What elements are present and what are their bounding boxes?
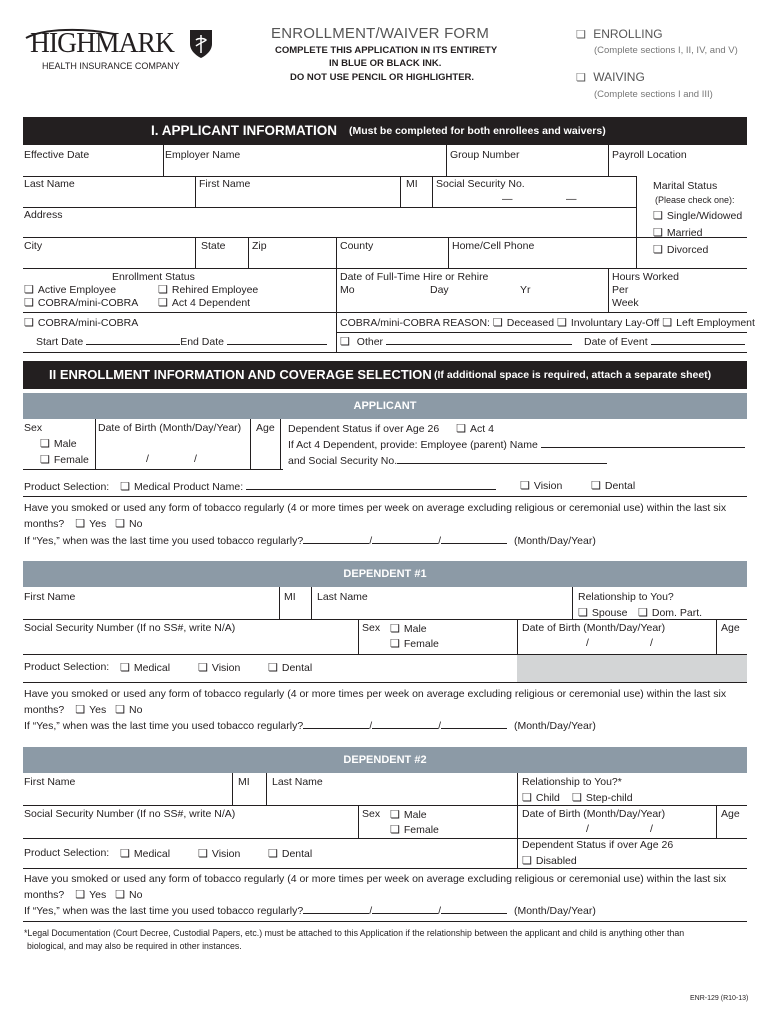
dep1-sex-label: Sex <box>362 622 381 634</box>
section2-note: (If additional space is required, attach a separate sheet) <box>434 369 712 381</box>
single-widowed-checkbox[interactable]: ❏ Single/Widowed <box>653 209 742 222</box>
dep1-dental-checkbox[interactable]: ❏ Dental <box>268 661 312 674</box>
applicant-tobacco-question: Have you smoked or used any form of tobacco regularly (4 or more times per week on average excluding religious or ceremonial use) within the last six <box>24 502 727 514</box>
dep2-tobacco-no-checkbox[interactable]: ❏ No <box>115 889 142 901</box>
instruction-line-2: IN BLUE OR BLACK INK. <box>329 58 442 69</box>
enrolling-note: (Complete sections I, II, IV, and V) <box>594 45 738 56</box>
dep2-relationship-label: Relationship to You?* <box>522 776 622 788</box>
instruction-line-1: COMPLETE THIS APPLICATION IN ITS ENTIRETY <box>275 45 498 56</box>
dep1-last-name-label: Last Name <box>317 591 368 603</box>
applicant-male-checkbox[interactable]: ❏ Male <box>40 437 77 450</box>
waiving-checkbox[interactable]: ❏ WAIVING <box>576 70 645 84</box>
dep1-female-checkbox[interactable]: ❏ Female <box>390 637 439 650</box>
dep2-mi-label: MI <box>238 776 250 788</box>
dep2-last-name-label: Last Name <box>272 776 323 788</box>
parent-name-blank[interactable] <box>541 437 745 448</box>
dep2-female-checkbox[interactable]: ❏ Female <box>390 823 439 836</box>
dep2-age-label: Age <box>721 808 740 820</box>
applicant-dep-status: Dependent Status if over Age 26 ❏ Act 4 <box>288 422 494 435</box>
applicant-sex-label: Sex <box>24 422 43 434</box>
dependent1-bar: DEPENDENT #1 <box>23 561 747 587</box>
enrollment-status-label: Enrollment Status <box>112 271 195 283</box>
dep1-tobacco-yes-checkbox[interactable]: ❏ Yes <box>75 704 106 716</box>
ssn-dash-2: — <box>566 193 577 205</box>
hours-worked-label: Hours Worked <box>612 271 679 283</box>
applicant-medical-checkbox[interactable]: ❏ Medical Product Name: <box>120 481 243 493</box>
dep2-stepchild-checkbox[interactable]: ❏ Step-child <box>572 791 633 804</box>
section1-note: (Must be completed for both enrollees and waivers) <box>349 125 606 137</box>
section2-header <box>23 361 747 389</box>
footnote-line-1: *Legal Documentation (Court Decree, Custodial Papers, etc.) must be attached to this Application if the relationship between the applicant and child is anything other than <box>24 928 685 938</box>
dep1-medical-checkbox[interactable]: ❏ Medical <box>120 661 170 674</box>
layoff-checkbox[interactable]: ❏ Involuntary Lay-Off <box>557 317 659 329</box>
group-number-label: Group Number <box>450 149 520 161</box>
dep2-tobacco-last-used: If “Yes,” when was the last time you used tobacco regularly? / / (Month/Day/Year) <box>24 905 596 917</box>
applicant-dob-slash-2: / <box>194 453 197 465</box>
city-label: City <box>24 240 43 252</box>
deceased-checkbox[interactable]: ❏ Deceased <box>493 317 554 329</box>
applicant-bar: APPLICANT <box>23 393 747 419</box>
zip-label: Zip <box>252 240 267 252</box>
applicant-product-selection: Product Selection: ❏ Medical Product Name: <box>24 479 496 493</box>
dep1-spouse-checkbox[interactable]: ❏ Spouse <box>578 606 628 619</box>
ssn-dash-1: — <box>502 193 513 205</box>
applicant-act4-checkbox[interactable]: ❏ Act 4 <box>456 423 494 435</box>
applicant-dob-slash-1: / <box>146 453 149 465</box>
section2-title: II ENROLLMENT INFORMATION AND COVERAGE SELECTION <box>49 367 432 382</box>
dep2-male-checkbox[interactable]: ❏ Male <box>390 808 427 821</box>
applicant-tobacco-months: months? ❏ Yes ❏ No <box>24 517 142 530</box>
form-code: ENR-129 (R10-13) <box>690 995 749 1002</box>
dep2-medical-checkbox[interactable]: ❏ Medical <box>120 847 170 860</box>
rehired-employee-checkbox[interactable]: ❏ Rehired Employee <box>158 283 258 296</box>
applicant-act4-parent-name: If Act 4 Dependent, provide: Employee (parent) Name <box>288 437 745 451</box>
date-of-event: Date of Event <box>584 334 745 348</box>
applicant-female-checkbox[interactable]: ❏ Female <box>40 453 89 466</box>
first-name-label: First Name <box>199 178 251 190</box>
end-date-blank[interactable] <box>227 334 327 345</box>
other-reason-blank[interactable] <box>386 334 572 345</box>
dep1-product-selection-label: Product Selection: <box>24 661 110 673</box>
applicant-age-label: Age <box>256 422 275 434</box>
hire-day-label: Day <box>430 284 449 296</box>
other-reason-checkbox[interactable]: ❏ Other <box>340 334 572 348</box>
dep2-dob-slash-1: / <box>586 823 589 835</box>
hire-date-label: Date of Full-Time Hire or Rehire <box>340 271 489 283</box>
payroll-location-label: Payroll Location <box>612 149 687 161</box>
effective-date-label: Effective Date <box>24 149 90 161</box>
dep2-disabled-checkbox[interactable]: ❏ Disabled <box>522 854 577 867</box>
applicant-tobacco-yes-checkbox[interactable]: ❏ Yes <box>75 518 106 530</box>
left-employment-checkbox[interactable]: ❏ Left Employment <box>662 317 755 329</box>
dep2-child-checkbox[interactable]: ❏ Child <box>522 791 560 804</box>
waiving-note: (Complete sections I and III) <box>594 89 713 100</box>
logo-wordmark: HIGHMARK <box>30 27 174 59</box>
employer-name-label: Employer Name <box>165 149 241 161</box>
dependent1-shaded-area <box>517 655 747 682</box>
instruction-line-3: DO NOT USE PENCIL OR HIGHLIGHTER. <box>290 72 475 83</box>
marital-status-label: Marital Status <box>653 180 718 192</box>
enrolling-checkbox[interactable]: ❏ ENROLLING <box>576 27 663 41</box>
dep2-dob-label: Date of Birth (Month/Day/Year) <box>522 808 666 820</box>
logo-subtitle: HEALTH INSURANCE COMPANY <box>42 61 180 71</box>
applicant-act4-ssn: and Social Security No. <box>288 453 607 467</box>
dep1-dob-label: Date of Birth (Month/Day/Year) <box>522 622 666 634</box>
county-label: County <box>340 240 374 252</box>
dep1-dob-slash-2: / <box>650 637 653 649</box>
dep1-tobacco-no-checkbox[interactable]: ❏ No <box>115 704 142 716</box>
footnote-line-2: biological, and may also be required in other instances. <box>27 941 242 951</box>
dep2-product-selection-label: Product Selection: <box>24 847 110 859</box>
cobra-start-date: Start Date End Date <box>36 334 327 348</box>
medical-product-blank[interactable] <box>246 479 496 490</box>
section1-header <box>23 117 747 145</box>
cobra-status-checkbox[interactable]: ❏ COBRA/mini-COBRA <box>24 296 138 309</box>
dep1-age-label: Age <box>721 622 740 634</box>
phone-label: Home/Cell Phone <box>452 240 535 252</box>
dep2-vision-checkbox[interactable]: ❏ Vision <box>198 847 240 860</box>
dep2-dob-slash-2: / <box>650 823 653 835</box>
dep1-relationship-label: Relationship to You? <box>578 591 674 603</box>
applicant-vision-checkbox[interactable]: ❏ Vision <box>520 479 562 492</box>
state-label: State <box>201 240 226 252</box>
dep1-ssn-label: Social Security Number (If no SS#, write N/A) <box>24 622 236 634</box>
divorced-checkbox[interactable]: ❏ Divorced <box>653 243 708 256</box>
dep1-dob-slash-1: / <box>586 637 589 649</box>
dep1-first-name-label: First Name <box>24 591 76 603</box>
dep2-dental-checkbox[interactable]: ❏ Dental <box>268 847 312 860</box>
dep2-tobacco-yes-checkbox[interactable]: ❏ Yes <box>75 889 106 901</box>
dep1-tobacco-question: Have you smoked or used any form of tobacco regularly (4 or more times per week on average excluding religious or ceremonial use) within the last six <box>24 688 727 700</box>
week-label: Week <box>612 297 639 309</box>
active-employee-checkbox[interactable]: ❏ Active Employee <box>24 283 116 296</box>
form-title: ENROLLMENT/WAIVER FORM <box>271 25 490 42</box>
dep2-dep-status-label: Dependent Status if over Age 26 <box>522 839 674 851</box>
married-checkbox[interactable]: ❏ Married <box>653 226 702 239</box>
dep1-male-checkbox[interactable]: ❏ Male <box>390 622 427 635</box>
mi-label: MI <box>406 178 418 190</box>
per-label: Per <box>612 284 629 296</box>
dep2-sex-label: Sex <box>362 808 381 820</box>
hire-yr-label: Yr <box>520 284 531 296</box>
dep2-tobacco-months: months? ❏ Yes ❏ No <box>24 888 142 901</box>
applicant-tobacco-no-checkbox[interactable]: ❏ No <box>115 518 142 530</box>
dep1-dom-part-checkbox[interactable]: ❏ Dom. Part. <box>638 606 702 619</box>
parent-ssn-blank[interactable] <box>397 453 607 464</box>
date-of-event-blank[interactable] <box>651 334 745 345</box>
blue-shield-icon <box>188 28 214 60</box>
dep2-first-name-label: First Name <box>24 776 76 788</box>
cobra-reason-row: COBRA/mini-COBRA REASON: ❏ Deceased ❏ Involuntary Lay-Off ❏ Left Employment <box>340 316 755 329</box>
applicant-dental-checkbox[interactable]: ❏ Dental <box>591 479 635 492</box>
please-check-label: (Please check one): <box>655 195 735 205</box>
hire-mo-label: Mo <box>340 284 355 296</box>
cobra-checkbox[interactable]: ❏ COBRA/mini-COBRA <box>24 316 138 329</box>
dep1-tobacco-last-used: If “Yes,” when was the last time you used tobacco regularly? / / (Month/Day/Year) <box>24 720 596 732</box>
ssn-label: Social Security No. <box>436 178 525 190</box>
dep1-mi-label: MI <box>284 591 296 603</box>
dep2-tobacco-question: Have you smoked or used any form of tobacco regularly (4 or more times per week on average excluding religious or ceremonial use) within the last six <box>24 873 727 885</box>
dependent2-bar: DEPENDENT #2 <box>23 747 747 773</box>
dep1-vision-checkbox[interactable]: ❏ Vision <box>198 661 240 674</box>
start-date-blank[interactable] <box>86 334 180 345</box>
section1-title: I. APPLICANT INFORMATION <box>151 123 337 138</box>
dep1-tobacco-months: months? ❏ Yes ❏ No <box>24 703 142 716</box>
act4-dependent-checkbox[interactable]: ❏ Act 4 Dependent <box>158 296 250 309</box>
applicant-dob-label: Date of Birth (Month/Day/Year) <box>98 422 242 434</box>
last-name-label: Last Name <box>24 178 75 190</box>
address-label: Address <box>24 209 63 221</box>
applicant-tobacco-last-used: If “Yes,” when was the last time you used tobacco regularly? / / (Month/Day/Year) <box>24 535 596 547</box>
dep2-ssn-label: Social Security Number (If no SS#, write N/A) <box>24 808 236 820</box>
